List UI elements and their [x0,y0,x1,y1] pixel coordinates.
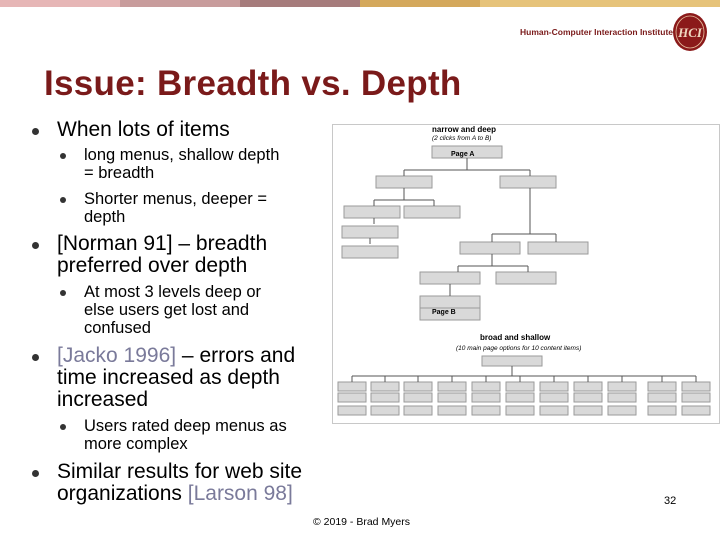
sub-bullet-marker [60,424,66,430]
bullet-line: [Norman 91] – breadth [57,232,268,255]
citation-link[interactable]: [Larson 98] [187,482,293,505]
bullet-fragment: Similar results for web site [57,460,303,483]
page-b-label: Page B [432,309,456,316]
top-bar-segment [360,0,480,7]
bullet-marker [32,354,39,361]
menu-box [344,206,400,218]
bullet-marker [32,242,39,249]
sub-bullet-line: = breadth [84,164,155,182]
menu-box [608,393,636,402]
menu-box [682,382,710,391]
bullet-line: preferred over depth [57,254,248,277]
top-bar-segment [120,0,240,7]
top-bar-segment [480,0,720,7]
top-bar-segment [240,0,360,7]
deep-subtitle: (2 clicks from A to B) [432,135,492,142]
menu-box [404,393,432,402]
slide-title: Issue: Breadth vs. Depth [44,64,462,103]
sub-bullet-marker [60,290,66,296]
menu-box [371,406,399,415]
menu-structure-figure [332,124,720,424]
bullet-text [57,119,230,141]
menu-box [371,393,399,402]
menu-box [438,406,466,415]
menu-box [682,393,710,402]
menu-box [376,176,432,188]
sub-bullet-line: depth [84,208,126,226]
bullet-line [57,345,295,367]
bullet-line [57,389,295,411]
menu-box [420,296,480,308]
menu-box [506,393,534,402]
menu-box [648,406,676,415]
menu-box [472,406,500,415]
bullet-line [57,461,302,483]
sub-bullet-text [84,146,279,182]
menu-box [438,382,466,391]
menu-box [472,382,500,391]
institute-name: Human-Computer Interaction Institute [520,27,674,37]
menu-box [506,406,534,415]
page-a-label: Page A [451,151,475,158]
top-color-bar [0,0,720,7]
menu-box [338,406,366,415]
top-bar-segment [0,0,120,7]
menu-box [482,356,542,366]
bullet-text [57,233,267,277]
shallow-title: broad and shallow [480,333,551,342]
menu-box [342,246,398,258]
menu-box [438,393,466,402]
bullet-fragment: increased [57,388,149,411]
menu-box [608,406,636,415]
menu-box [500,176,556,188]
sub-bullet-line: more complex [84,435,188,453]
shallow-subtitle: (10 main page options for 10 content items) [456,345,582,352]
menu-box [496,272,556,284]
bullet-line [57,483,302,505]
svg-text:HCI: HCI [678,25,702,40]
menu-box [540,406,568,415]
bullet-line [57,367,295,389]
sub-bullet-marker [60,197,66,203]
sub-bullet-line: else users get lost and [84,301,250,319]
deep-title: narrow and deep [432,125,497,134]
bullet-text [57,461,302,505]
bullet-text [57,345,295,411]
citation-link[interactable]: [Jacko 1996] [57,344,177,367]
sub-bullet-line: confused [84,319,151,337]
menu-box [540,393,568,402]
menu-box [608,382,636,391]
bullet-fragment: organizations [57,482,188,505]
bullet-marker [32,128,39,135]
menu-box [404,382,432,391]
menu-box [460,242,520,254]
page-number: 32 [664,495,677,507]
menu-box [506,382,534,391]
sub-bullet-marker [60,153,66,159]
sub-bullet-text [84,190,267,226]
sub-bullet-line: long menus, shallow depth [84,146,280,164]
hcii-logo [672,12,708,52]
menu-box [338,393,366,402]
menu-box [528,242,588,254]
menu-box [574,406,602,415]
menu-box [404,406,432,415]
bullet-marker [32,470,39,477]
menu-box [338,382,366,391]
sub-bullet-text [84,283,261,337]
menu-box [342,226,398,238]
menu-box [420,272,480,284]
menu-box [472,393,500,402]
sub-bullet-line: Users rated deep menus as [84,417,287,435]
menu-box [574,393,602,402]
menu-box [574,382,602,391]
menu-box [682,406,710,415]
menu-box [648,382,676,391]
bullet-fragment: time increased as depth [57,366,280,389]
sub-bullet-line: Shorter menus, deeper = [84,190,267,208]
bullet-line: When lots of items [57,118,230,141]
bullet-fragment: – errors and [176,344,296,367]
sub-bullet-line: At most 3 levels deep or [84,283,262,301]
menu-box [648,393,676,402]
menu-box [540,382,568,391]
sub-bullet-text [84,417,287,453]
menu-box [371,382,399,391]
menu-box [404,206,460,218]
copyright: © 2019 - Brad Myers [313,516,411,528]
